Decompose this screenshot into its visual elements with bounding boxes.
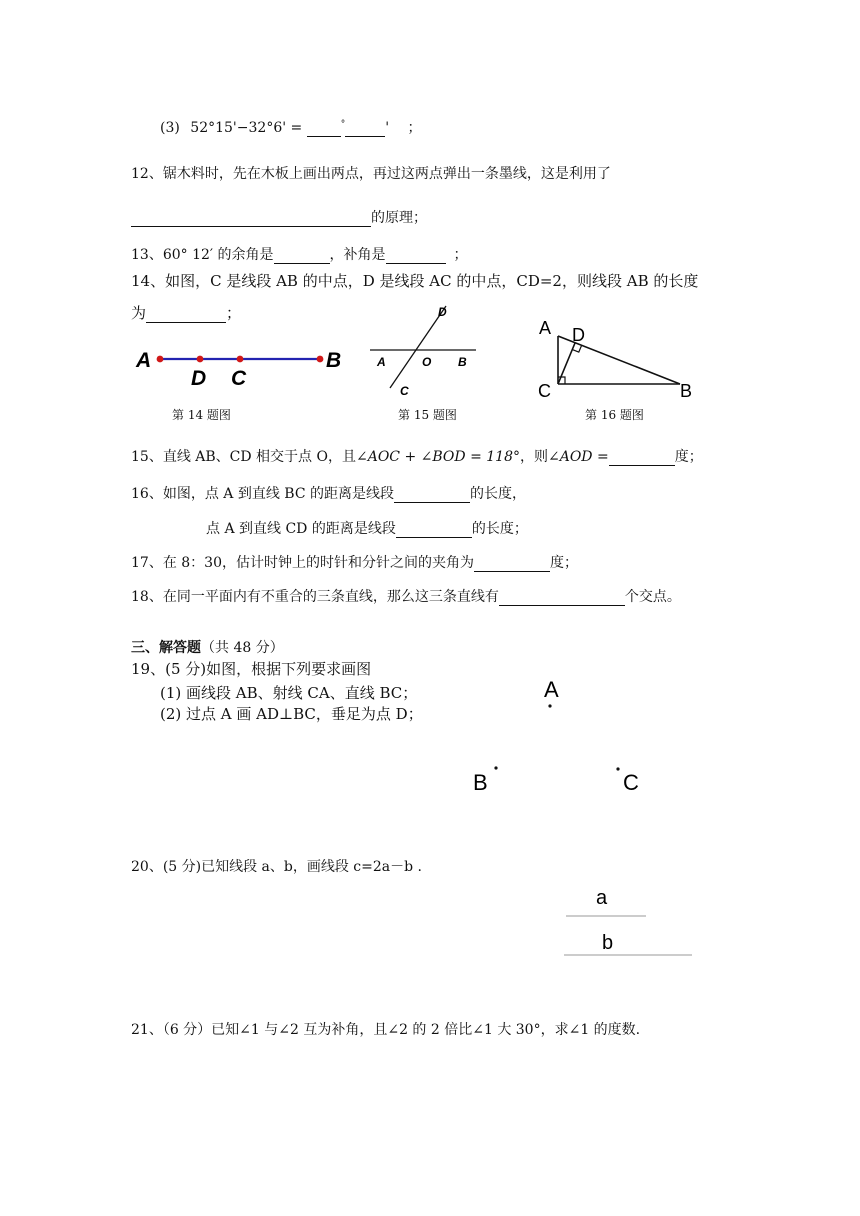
question-13-text-b: ，补角是 <box>329 247 386 263</box>
question-19-figure <box>460 670 660 800</box>
label-a: A <box>136 349 152 372</box>
label-c: C <box>231 367 247 390</box>
answer-blank-degrees[interactable] <box>307 120 341 137</box>
question-20-text: 20、(5 分)已知线段 a、b，画线段 c=2a－b . <box>131 859 422 875</box>
point-b <box>317 356 324 363</box>
figure-16 <box>532 314 702 404</box>
angle-aod: ∠AOD = <box>547 449 609 465</box>
question-16-line2 <box>206 518 528 538</box>
label-c: C <box>400 384 409 398</box>
angle-sum-formula: ∠AOC + ∠BOD = 118° <box>355 449 520 465</box>
question-19 <box>131 658 371 679</box>
section-3-heading <box>131 637 284 657</box>
answer-blank-minutes[interactable] <box>345 120 385 137</box>
question-15-text-b: ，则 <box>519 449 548 465</box>
question-16 <box>131 483 526 503</box>
punctuation: ； <box>407 120 422 136</box>
point-c <box>616 767 619 770</box>
label-point-b: B <box>473 770 488 795</box>
label-o: O <box>422 355 432 369</box>
question-14-tail: ； <box>226 304 242 322</box>
item-2-text: (2) 过点 A 画 AD⊥BC，垂足为点 D； <box>160 705 423 723</box>
question-20 <box>131 856 422 876</box>
question-17-tail: 度； <box>550 555 578 571</box>
question-18-text: 18、在同一平面内有不重合的三条直线，那么这三条直线有 <box>131 589 499 605</box>
answer-blank[interactable] <box>146 306 226 323</box>
question-17-text: 17、在 8：30，估计时钟上的时针和分针之间的夹角为 <box>131 555 474 571</box>
answer-blank[interactable] <box>499 589 625 606</box>
question-19-text: 19、(5 分)如图，根据下列要求画图 <box>131 660 372 678</box>
answer-blank-bc[interactable] <box>394 486 470 503</box>
question-11-part-3 <box>160 117 422 137</box>
question-15-text-a: 15、直线 AB、CD 相交于点 O，且 <box>131 449 356 465</box>
point-a <box>157 356 164 363</box>
question-15 <box>131 446 703 466</box>
figure-14-caption: 第 14 题图 <box>172 408 231 422</box>
question-14 <box>131 270 698 291</box>
section-3-title: 三、解答题 <box>131 640 201 656</box>
minute-mark: ' <box>385 120 390 136</box>
answer-blank[interactable] <box>609 449 675 466</box>
answer-blank-complement[interactable] <box>274 247 330 264</box>
question-14-text2: 为 <box>131 304 147 322</box>
answer-blank[interactable] <box>131 210 371 227</box>
point-c <box>237 356 244 363</box>
question-12-answer-line <box>131 207 427 227</box>
question-21 <box>131 1019 640 1039</box>
question-16-line1: 16、如图，点 A 到直线 BC 的距离是线段 <box>131 486 394 502</box>
figure-15-caption: 第 15 题图 <box>398 408 457 422</box>
question-15-tail: 度； <box>674 449 703 465</box>
item-1-text: (1) 画线段 AB、射线 CA、直线 BC； <box>160 684 418 702</box>
label-point-a: A <box>544 677 559 702</box>
answer-blank-cd[interactable] <box>396 521 472 538</box>
degree-mark: ° <box>340 119 346 130</box>
point-b <box>494 766 497 769</box>
part-label: (3) <box>160 120 180 136</box>
figure-16-caption: 第 16 题图 <box>585 408 644 422</box>
segment-cd <box>558 343 575 384</box>
question-12 <box>131 163 611 183</box>
question-16-line2-tail: 的长度； <box>471 521 528 537</box>
point-a <box>548 704 551 707</box>
question-21-text: 21、（6 分）已知∠1 与∠2 互为补角，且∠2 的 2 倍比∠1 大 30°，求∠1 的度数. <box>131 1022 641 1038</box>
label-d: D <box>191 367 207 390</box>
label-point-c: C <box>623 770 639 795</box>
label-d: D <box>438 305 447 319</box>
question-18 <box>131 586 681 606</box>
label-b: B <box>458 355 467 369</box>
angle-expression: 52°15'−32°6' = <box>190 120 303 136</box>
question-17 <box>131 552 578 572</box>
figure-14 <box>132 340 347 392</box>
label-b: B <box>326 349 342 372</box>
label-c: C <box>538 381 551 401</box>
label-a: A <box>377 355 386 369</box>
label-b: B <box>680 381 693 401</box>
question-20-segments <box>560 880 700 960</box>
label-d: D <box>572 325 585 345</box>
figure-15 <box>366 302 486 400</box>
question-13-tail: ； <box>453 247 468 263</box>
question-13-text-a: 13、60° 12′ 的余角是 <box>131 247 274 263</box>
question-19-item-1 <box>160 682 417 703</box>
segment-b-label: b <box>602 932 614 954</box>
answer-blank-supplement[interactable] <box>386 247 446 264</box>
question-12-tail: 的原理； <box>371 210 427 226</box>
question-14-line2 <box>131 302 241 323</box>
question-12-text: 12、锯木料时，先在木板上画出两点，再过这两点弹出一条墨线，这是利用了 <box>131 166 611 182</box>
section-3-score: （共 48 分） <box>201 640 284 656</box>
question-16-line1-tail: 的长度， <box>470 486 526 502</box>
point-d <box>197 356 204 363</box>
label-a: A <box>539 318 552 338</box>
question-16-line2-text: 点 A 到直线 CD 的距离是线段 <box>206 521 396 537</box>
question-19-item-2 <box>160 703 423 724</box>
question-18-tail: 个交点。 <box>624 589 681 605</box>
segment-a-label: a <box>596 887 608 909</box>
question-13 <box>131 244 468 264</box>
question-14-text: 14、如图，C 是线段 AB 的中点，D 是线段 AC 的中点，CD=2，则线段 AB 的长度 <box>131 272 699 290</box>
answer-blank[interactable] <box>474 555 550 572</box>
